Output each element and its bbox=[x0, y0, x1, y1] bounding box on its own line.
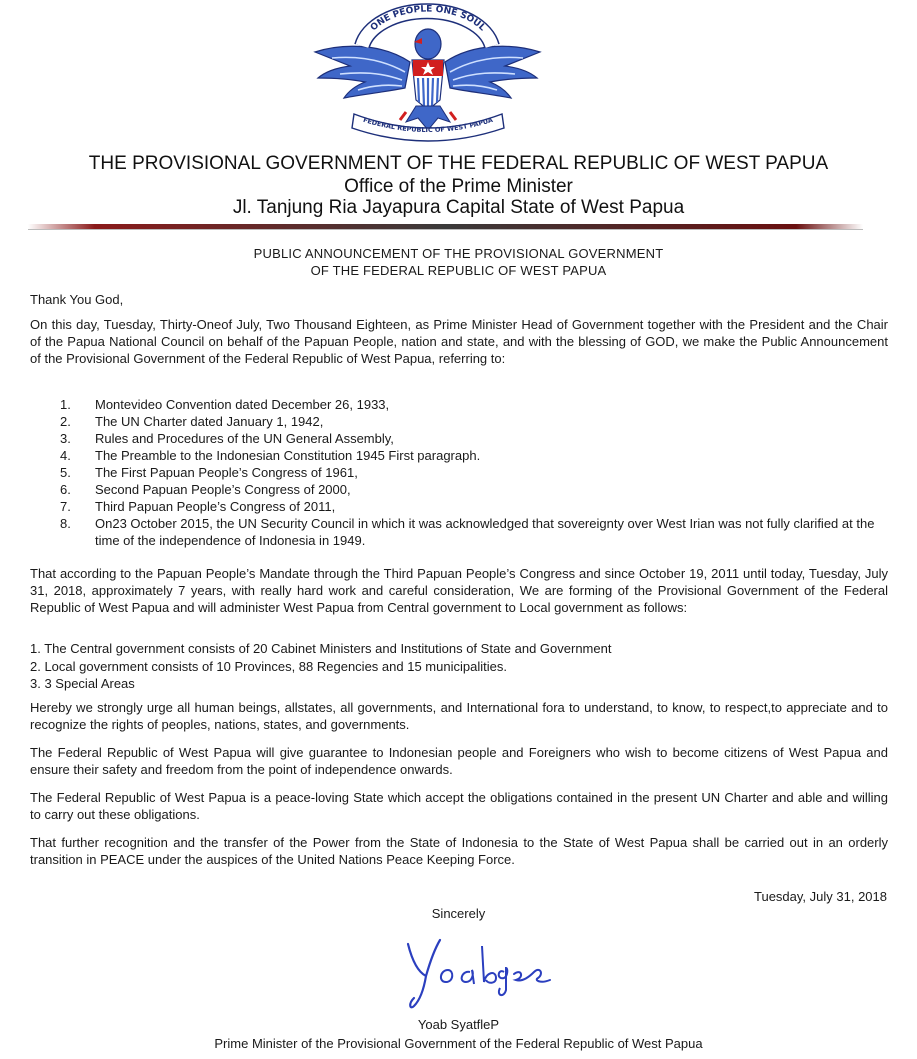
salutation: Sincerely bbox=[431, 906, 486, 921]
list-item: 4. The Preamble to the Indonesian Constitution 1945 First paragraph. bbox=[60, 448, 481, 463]
list-item: 2. The UN Charter dated January 1, 1942, bbox=[60, 414, 324, 429]
signature-image bbox=[400, 932, 560, 1012]
signer-title: Prime Minister of the Provisional Government of the Federal Republic of West Papua bbox=[214, 1036, 703, 1051]
intro-paragraph: On this day, Tuesday, Thirty-Oneof July, Two Thousand Eighteen, as Prime Minister Head of Government together with the President and the Chair of the Papua National Council on behalf of the Papuan People, nation and state, and with the blessing of GOD, we make the Public Announcement of the Provisional Government of the Federal Republic of West Papua, referring to: bbox=[30, 317, 888, 366]
office-name: Office of the Prime Minister bbox=[344, 176, 573, 197]
list-item: 6. Second Papuan People’s Congress of 2000, bbox=[60, 482, 351, 497]
government-structure-list bbox=[30, 640, 888, 693]
letterhead-divider bbox=[28, 222, 863, 232]
mandate-paragraph: That according to the Papuan People’s Mandate through the Third Papuan People’s Congress and since October 19, 2011 until today, Tuesday, July 31, 2018, approximately 7 years, with really hard work and careful consideration, We are forming of the Provisional Government of the Federal Republic of West Papua and will administer West Papua from Central government to Local government as follows: bbox=[30, 566, 888, 615]
list-item: 3. 3 Special Areas bbox=[30, 676, 135, 691]
letter-date: Tuesday, July 31, 2018 bbox=[754, 889, 887, 904]
list-item: 1. Montevideo Convention dated December 26, 1933, bbox=[60, 397, 390, 412]
guarantee-paragraph: The Federal Republic of West Papua will give guarantee to Indonesian people and Foreigners who wish to become citizens of West Papua and ensure their safety and freedom from the point of independence onwards. bbox=[30, 745, 888, 777]
signer-name: Yoab SyatfleP bbox=[417, 1017, 500, 1032]
announcement-heading-line2: OF THE FEDERAL REPUBLIC OF WEST PAPUA bbox=[310, 263, 607, 278]
svg-text:FEDERAL REPUBLIC OF WEST PAPUA: FEDERAL REPUBLIC OF WEST PAPUA bbox=[362, 115, 494, 135]
transfer-paragraph: That further recognition and the transfer of the Power from the State of Indonesia to the State of West Papua shall be carried out in an orderly transition in PEACE under the auspices of the United Nations Peace Keeping Force. bbox=[30, 835, 888, 867]
urge-paragraph: Hereby we strongly urge all human beings, allstates, all governments, and International fora to understand, to know, to respect,to appreciate and to recognize the rights of peoples, nations, states, and governments. bbox=[30, 700, 888, 732]
peace-paragraph: The Federal Republic of West Papua is a peace-loving State which accept the obligations contained in the present UN Charter and able and willing to carry out these obligations. bbox=[30, 790, 888, 822]
list-item: 2. Local government consists of 10 Provinces, 88 Regencies and 15 municipalities. bbox=[30, 658, 507, 674]
list-item: 5. The First Papuan People’s Congress of 1961, bbox=[60, 465, 358, 480]
greeting: Thank You God, bbox=[30, 292, 124, 307]
reference-list bbox=[30, 396, 888, 549]
announcement-heading-line1: PUBLIC ANNOUNCEMENT OF THE PROVISIONAL GOVERNMENT bbox=[253, 246, 664, 261]
svg-text:ONE PEOPLE ONE SOUL: ONE PEOPLE ONE SOUL bbox=[368, 4, 488, 34]
list-item: 3. Rules and Procedures of the UN General Assembly, bbox=[60, 431, 394, 446]
government-title: THE PROVISIONAL GOVERNMENT OF THE FEDERAL REPUBLIC OF WEST PAPUA bbox=[88, 153, 829, 174]
eagle-emblem-icon bbox=[310, 2, 545, 152]
list-item: 8. On23 October 2015, the UN Security Council in which it was acknowledged that sovereignty over West Irian was not fully clarified at the time of the independence of Indonesia in 1949. bbox=[60, 516, 875, 548]
list-item: 7. Third Papuan People’s Congress of 2011, bbox=[60, 499, 336, 514]
office-address: Jl. Tanjung Ria Jayapura Capital State of West Papua bbox=[232, 197, 685, 218]
list-item: 1. The Central government consists of 20 Cabinet Ministers and Institutions of State and Government bbox=[30, 641, 612, 656]
